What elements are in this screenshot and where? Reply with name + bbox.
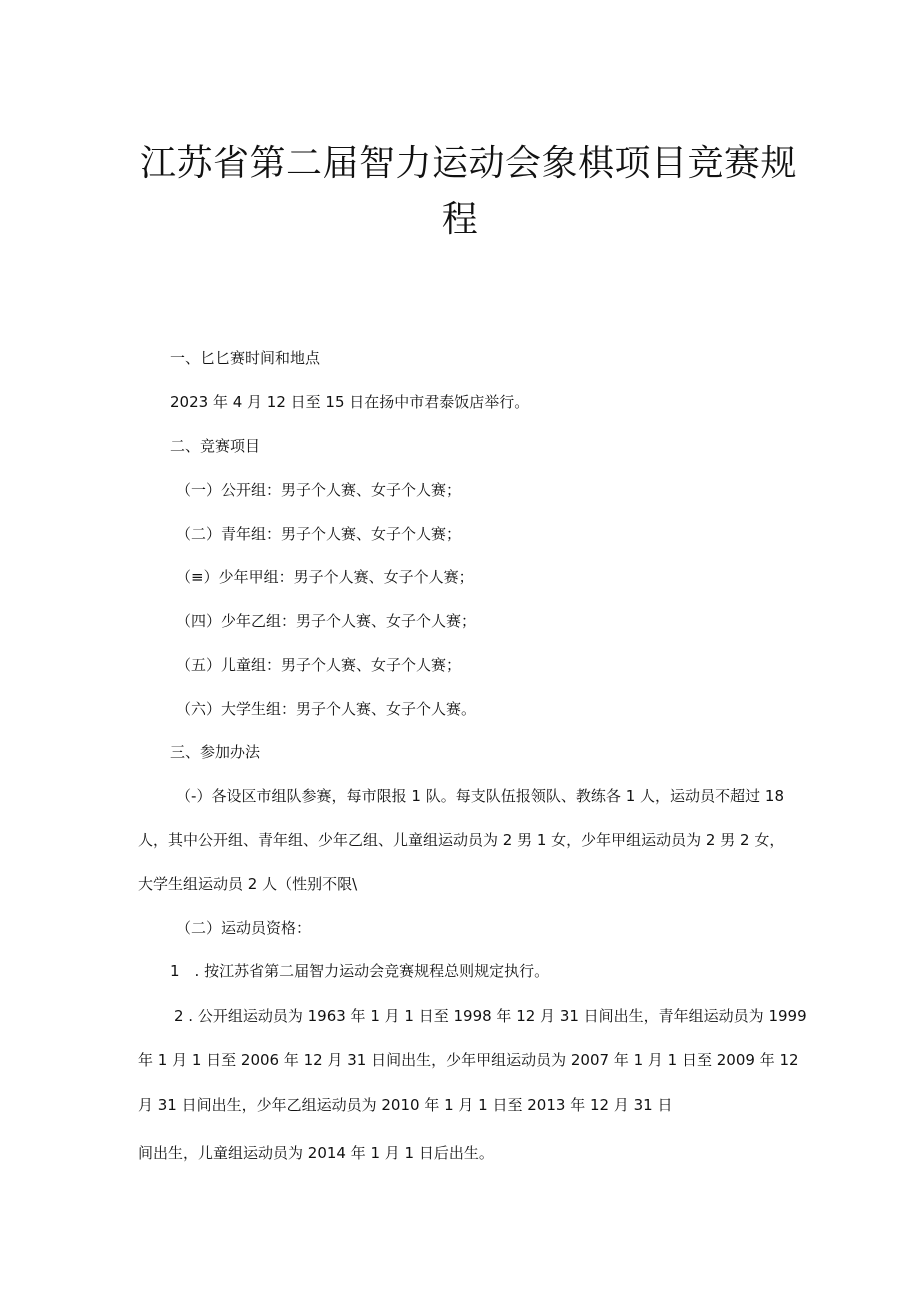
document-title — [140, 136, 798, 248]
list-item-event: （二）青年组：男子个人赛、女子个人赛； — [176, 525, 462, 543]
paragraph-team-line: 大学生组运动员 2 人（性别不限\ — [138, 875, 358, 893]
list-item-event: （一）公开组：男子个人赛、女子个人赛； — [176, 481, 462, 499]
subheading-eligibility: （二）运动员资格： — [176, 919, 312, 937]
paragraph-dates: 2023 年 4 月 12 日至 15 日在扬中市君泰饭店举行。 — [170, 393, 530, 411]
document-title-line-1: 江苏省第二届智力运动会象棋项目竞赛规 — [140, 143, 798, 184]
section-heading-events: 二、竞赛项目 — [170, 437, 261, 455]
list-item-event: （五）儿童组：男子个人赛、女子个人赛； — [176, 656, 462, 674]
list-item-event: （≡）少年甲组：男子个人赛、女子个人赛； — [176, 568, 474, 586]
paragraph-eligibility-line: 月 31 日间出生，少年乙组运动员为 2010 年 1 月 1 日至 2013 年 12 月 31 日 — [138, 1096, 673, 1114]
list-item-event: （六）大学生组：男子个人赛、女子个人赛。 — [176, 700, 477, 718]
paragraph-team-line: 人，其中公开组、青年组、少年乙组、儿童组运动员为 2 男 1 女，少年甲组运动员为 2 男 2 女， — [138, 831, 785, 849]
list-item-event: （四）少年乙组：男子个人赛、女子个人赛； — [176, 612, 477, 630]
paragraph-team-line: （-）各设区市组队参赛，每市限报 1 队。每支队伍报领队、教练各 1 人，运动员不超过 18 — [176, 787, 784, 805]
document-title-line-2: 程 — [441, 199, 479, 240]
paragraph-eligibility-line: 间出生，儿童组运动员为 2014 年 1 月 1 日后出生。 — [138, 1144, 494, 1162]
section-heading-time-venue: 一、匕匕赛时间和地点 — [170, 349, 321, 367]
list-item-eligibility: 2 . 公开组运动员为 1963 年 1 月 1 日至 1998 年 12 月 31 日间出生，青年组运动员为 1999 — [174, 1007, 807, 1025]
paragraph-eligibility-line: 年 1 月 1 日至 2006 年 12 月 31 日间出生，少年甲组运动员为 2007 年 1 月 1 日至 2009 年 12 — [138, 1051, 799, 1069]
list-item-eligibility: 1 . 按江苏省第二届智力运动会竞赛规程总则规定执行。 — [170, 962, 550, 980]
section-heading-participation: 三、参加办法 — [170, 743, 261, 761]
